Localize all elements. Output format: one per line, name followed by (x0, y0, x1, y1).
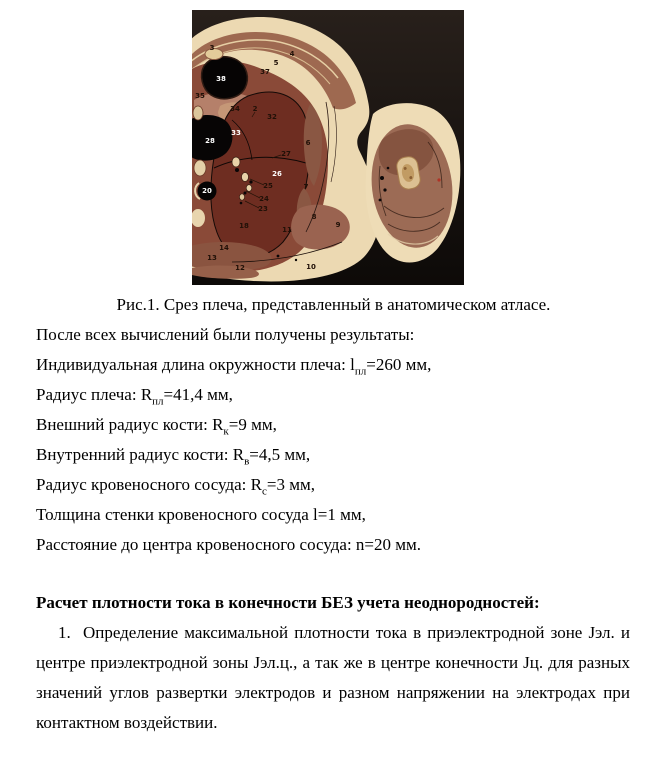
figure-label-27: 27 (281, 150, 291, 158)
figure-label-37: 37 (260, 68, 270, 76)
figure-label-32: 32 (267, 113, 277, 121)
figure-label-8: 8 (311, 213, 317, 221)
figure-label-35: 35 (195, 92, 205, 100)
result-line-bone-inner-radius: Внутренний радиус кости: $R_в=4,5$ мм, (36, 445, 311, 468)
figure-label-34: 34 (230, 105, 240, 113)
cavity-38 (202, 57, 248, 99)
paragraph-item-1: 1. Определение максимальной плотности тока в приэлектродной зоне Jэл. и центре приэлектродной зоны Jэл.ц., а так же в центре конечности Jц. для разных значений углов развертки электродов и разном напряжении на электродах при контактном воздействии. (36, 623, 630, 732)
result-line-vessel-radius: Радиус кровеносного сосуда: $R_с=3$ мм, (36, 475, 315, 498)
figure-label-9: 9 (335, 221, 341, 229)
figure-label-2: 2 (252, 105, 258, 113)
figure-label-6: 6 (305, 139, 311, 147)
figure-label-14: 14 (219, 244, 229, 252)
figure-label-7: 7 (303, 183, 309, 191)
anatomy-figure (0, 10, 667, 316)
figure-label-18: 18 (239, 222, 249, 230)
figure-label-3: 3 (209, 44, 215, 52)
figure-label-23: 23 (258, 205, 268, 213)
figure-label-33: 33 (231, 129, 241, 137)
result-line-vessel-wall: Толщина стенки кровеносного сосуда l=1 мм, (36, 505, 366, 524)
figure-label-12: 12 (235, 264, 245, 272)
cavity-20 (198, 182, 217, 201)
result-line-arm-radius: Радиус плеча: $R_{пл}=41,4$ мм, (36, 385, 233, 408)
figure-label-24: 24 (259, 195, 269, 203)
figure-label-38: 38 (216, 75, 226, 83)
anatomy-photo (192, 10, 464, 285)
result-line-bone-outer-radius: Внешний радиус кости: $R_к=9$ мм, (36, 415, 277, 438)
figure-label-25: 25 (263, 182, 273, 190)
document-body (0, 320, 667, 738)
results-intro: После всех вычислений были получены результаты: (36, 325, 415, 344)
figure-label-28: 28 (205, 137, 215, 145)
result-line-circumference: Индивидуальная длина окружности плеча: $l_{пл}=260$ мм, (36, 355, 432, 378)
figure-label-13: 13 (207, 254, 217, 262)
section-heading: Расчет плотности тока в конечности БЕЗ учета неоднородностей: (36, 593, 540, 612)
figure-label-11: 11 (282, 226, 292, 234)
figure-label-4: 4 (289, 50, 295, 58)
figure-caption: Рис.1. Срез плеча, представленный в анатомическом атласе. (116, 295, 551, 314)
figure-label-5: 5 (273, 59, 279, 67)
figure-label-20: 20 (202, 187, 212, 195)
anatomy-cross-section-illustration (192, 10, 464, 285)
figure-label-26: 26 (272, 170, 282, 178)
result-line-vessel-distance: Расстояние до центра кровеносного сосуда: n=20 мм. (36, 535, 422, 554)
figure-label-10: 10 (306, 263, 316, 271)
